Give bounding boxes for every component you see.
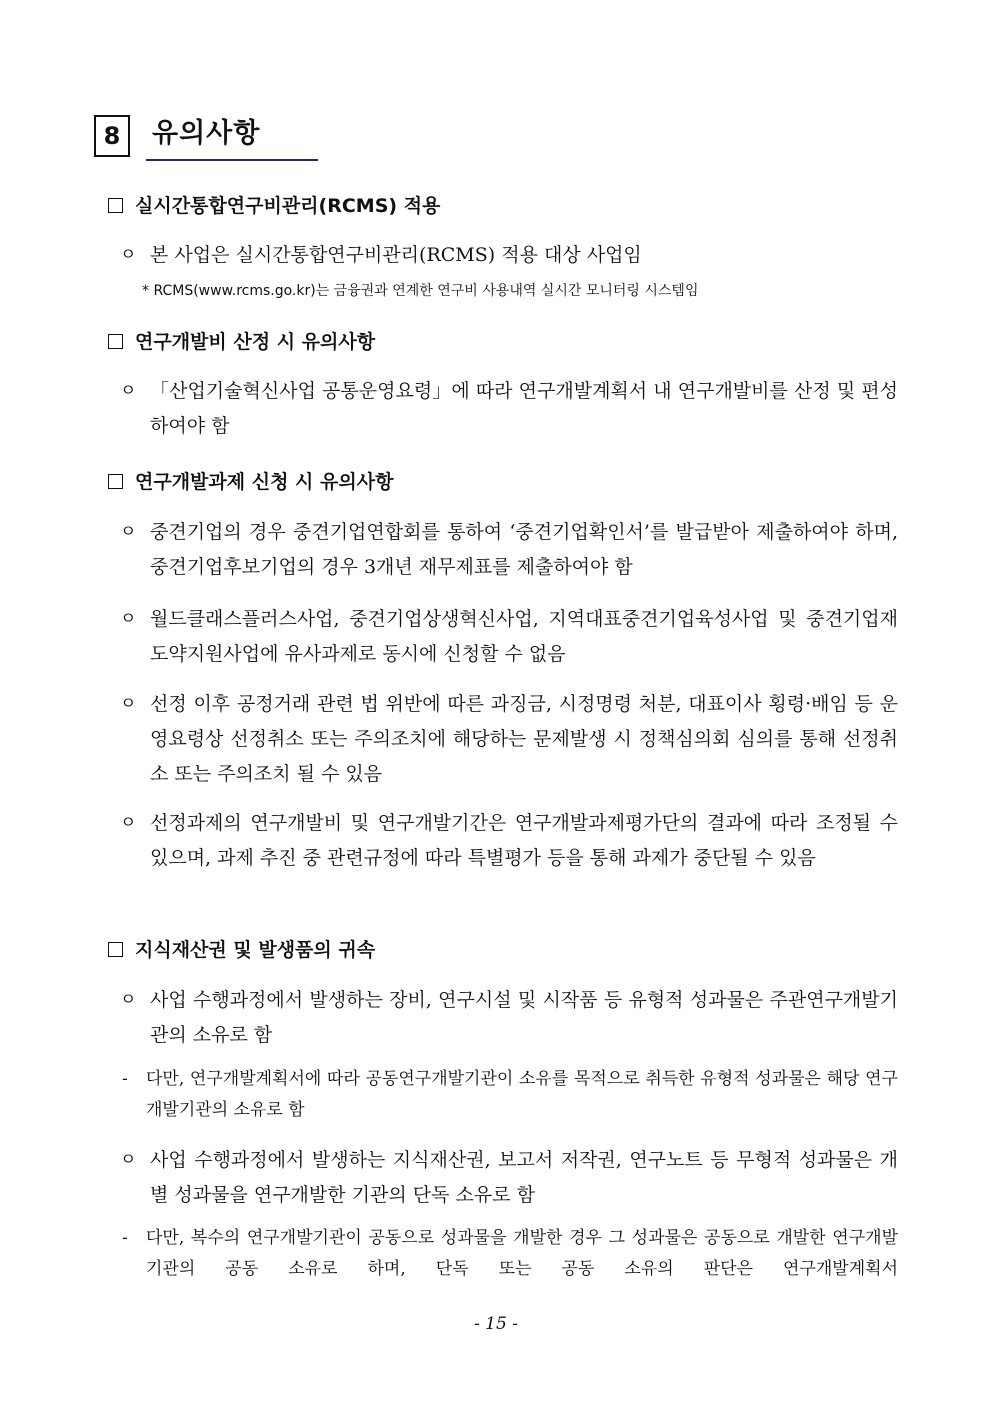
- bullet-item: [120, 515, 898, 585]
- bullet-marker: ㅇ: [120, 990, 137, 1010]
- checkbox-square-icon: [108, 942, 123, 957]
- bullet-marker: ㅇ: [120, 609, 137, 629]
- bullet-marker: ㅇ: [120, 694, 137, 714]
- heading-application: [108, 469, 393, 495]
- bullet-text: 선정과제의 연구개발비 및 연구개발기간은 연구개발과제평가단의 결과에 따라 조정될 수 있으며, 과제 추진 중 관련규정에 따라 특별평가 등을 통해 과제가 중단될 수 있음: [150, 812, 898, 869]
- checkbox-square-icon: [108, 334, 123, 349]
- bullet-item: [120, 374, 898, 444]
- dash-item: [122, 1223, 898, 1285]
- bullet-marker: ㅇ: [120, 245, 137, 265]
- page-number: - 15 -: [474, 1314, 518, 1334]
- bullet-item: [120, 602, 898, 672]
- footnote-rcms: * RCMS(www.rcms.go.kr)는 금융권과 연계한 연구비 사용내역 실시간 모니터링 시스템임: [142, 283, 699, 299]
- dash-item: [122, 1064, 898, 1126]
- dash-marker: -: [122, 1228, 128, 1248]
- bullet-marker: ㅇ: [120, 522, 137, 542]
- bullet-text: 월드클래스플러스사업, 중견기업상생혁신사업, 지역대표중견기업육성사업 및 중견기업재도약지원사업에 유사과제로 동시에 신청할 수 없음: [150, 608, 898, 665]
- bullet-item: [120, 238, 898, 273]
- heading-text: 연구개발과제 신청 시 유의사항: [135, 471, 394, 493]
- bullet-item: [120, 1143, 898, 1213]
- section-title: 유의사항: [152, 118, 261, 149]
- bullet-marker: ㅇ: [120, 1150, 137, 1170]
- heading-ip: [108, 937, 375, 963]
- bullet-item: [120, 687, 898, 792]
- checkbox-square-icon: [108, 474, 123, 489]
- bullet-text: 중견기업의 경우 중견기업연합회를 통하여 ‘중견기업확인서’를 발급받아 제출하여야 하며, 중견기업후보기업의 경우 3개년 재무제표를 제출하여야 함: [150, 521, 898, 578]
- section-title-underline: [146, 159, 318, 161]
- bullet-item: [120, 983, 898, 1053]
- bullet-text: 「산업기술혁신사업 공통운영요령」에 따라 연구개발계획서 내 연구개발비를 산정 및 편성하여야 함: [150, 380, 898, 437]
- dash-text: 다만, 연구개발계획서에 따라 공동연구개발기관이 소유를 목적으로 취득한 유형적 성과물은 해당 연구개발기관의 소유로 함: [146, 1069, 898, 1120]
- heading-text: 지식재산권 및 발생품의 귀속: [135, 939, 376, 961]
- checkbox-square-icon: [108, 198, 123, 213]
- bullet-text: 사업 수행과정에서 발생하는 지식재산권, 보고서 저작권, 연구노트 등 무형적 성과물은 개별 성과물을 연구개발한 기관의 단독 소유로 함: [150, 1149, 898, 1206]
- heading-text: 실시간통합연구비관리(RCMS) 적용: [135, 195, 441, 217]
- bullet-marker: ㅇ: [120, 381, 137, 401]
- bullet-text: 선정 이후 공정거래 관련 법 위반에 따른 과징금, 시정명령 처분, 대표이사 횡령·배임 등 운영요령상 선정취소 또는 주의조치에 해당하는 문제발생 시 정책심의회 심의를 통해 선정취소 또는 주의조치 될 수 있음: [150, 693, 898, 785]
- heading-text: 연구개발비 산정 시 유의사항: [135, 331, 376, 353]
- heading-budget: [108, 329, 375, 355]
- bullet-text: 본 사업은 실시간통합연구비관리(RCMS) 적용 대상 사업임: [150, 244, 642, 266]
- bullet-item: [120, 806, 898, 876]
- dash-text: 다만, 복수의 연구개발기관이 공동으로 성과물을 개발한 경우 그 성과물은 공동으로 개발한 연구개발기관의 공동 소유로 하며, 단독 또는 공동 소유의 판단은 연구개발계획서: [146, 1228, 898, 1279]
- dash-marker: -: [122, 1069, 128, 1089]
- bullet-marker: ㅇ: [120, 813, 137, 833]
- section-number-box: 8: [94, 115, 130, 157]
- heading-rcms: [108, 193, 440, 219]
- bullet-text: 사업 수행과정에서 발생하는 장비, 연구시설 및 시작품 등 유형적 성과물은 주관연구개발기관의 소유로 함: [150, 989, 898, 1046]
